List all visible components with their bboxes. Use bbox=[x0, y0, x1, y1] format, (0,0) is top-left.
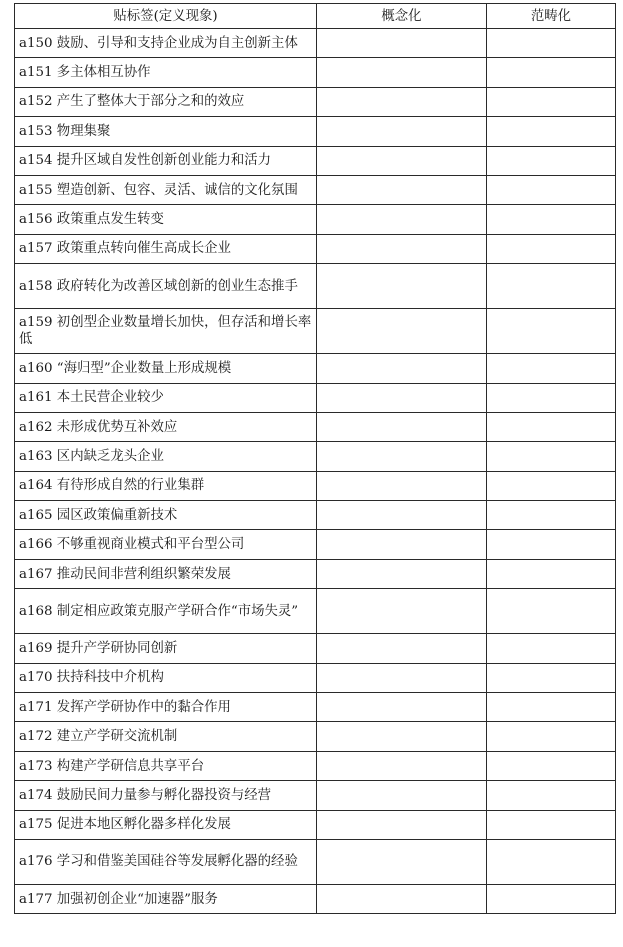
row-concept bbox=[317, 234, 487, 263]
table-row bbox=[15, 58, 616, 87]
row-concept bbox=[317, 530, 487, 559]
row-label: a162 未形成优势互补效应 bbox=[15, 412, 317, 441]
row-concept bbox=[317, 354, 487, 383]
row-concept bbox=[317, 501, 487, 530]
row-label: a161 本土民营企业较少 bbox=[15, 383, 317, 412]
row-concept bbox=[317, 87, 487, 116]
table-row bbox=[15, 884, 616, 913]
row-concept bbox=[317, 634, 487, 663]
row-category bbox=[487, 839, 616, 884]
row-category bbox=[487, 58, 616, 87]
row-category bbox=[487, 383, 616, 412]
row-label: a176 学习和借鉴美国硅谷等发展孵化器的经验 bbox=[15, 839, 317, 884]
table-row bbox=[15, 559, 616, 588]
row-concept bbox=[317, 589, 487, 634]
row-label: a175 促进本地区孵化器多样化发展 bbox=[15, 810, 317, 839]
table-row bbox=[15, 839, 616, 884]
row-label: a164 有待形成自然的行业集群 bbox=[15, 471, 317, 500]
table-row bbox=[15, 781, 616, 810]
row-concept bbox=[317, 175, 487, 204]
row-concept bbox=[317, 781, 487, 810]
row-label: a168 制定相应政策克服产学研合作“市场失灵” bbox=[15, 589, 317, 634]
row-category bbox=[487, 751, 616, 780]
row-category bbox=[487, 781, 616, 810]
row-concept bbox=[317, 722, 487, 751]
row-category bbox=[487, 663, 616, 692]
table-row bbox=[15, 29, 616, 58]
table-row bbox=[15, 175, 616, 204]
row-label: a171 发挥产学研协作中的黏合作用 bbox=[15, 693, 317, 722]
table-row bbox=[15, 530, 616, 559]
row-category bbox=[487, 175, 616, 204]
table-row bbox=[15, 87, 616, 116]
row-category bbox=[487, 412, 616, 441]
row-category bbox=[487, 309, 616, 354]
row-concept bbox=[317, 884, 487, 913]
table-row bbox=[15, 663, 616, 692]
row-category bbox=[487, 264, 616, 309]
table-row bbox=[15, 634, 616, 663]
row-category bbox=[487, 29, 616, 58]
table-row bbox=[15, 810, 616, 839]
row-category bbox=[487, 471, 616, 500]
row-category bbox=[487, 722, 616, 751]
table-row bbox=[15, 412, 616, 441]
table-row bbox=[15, 205, 616, 234]
table-row bbox=[15, 471, 616, 500]
row-label: a166 不够重视商业模式和平台型公司 bbox=[15, 530, 317, 559]
row-concept bbox=[317, 309, 487, 354]
table-row bbox=[15, 146, 616, 175]
row-label: a150 鼓励、引导和支持企业成为自主创新主体 bbox=[15, 29, 317, 58]
row-label: a153 物理集聚 bbox=[15, 117, 317, 146]
row-concept bbox=[317, 264, 487, 309]
table-row bbox=[15, 264, 616, 309]
row-concept bbox=[317, 810, 487, 839]
row-label: a177 加强初创企业“加速器”服务 bbox=[15, 884, 317, 913]
row-label: a172 建立产学研交流机制 bbox=[15, 722, 317, 751]
row-concept bbox=[317, 117, 487, 146]
row-concept bbox=[317, 693, 487, 722]
table-row bbox=[15, 589, 616, 634]
table-row bbox=[15, 117, 616, 146]
row-category bbox=[487, 205, 616, 234]
row-label: a151 多主体相互协作 bbox=[15, 58, 317, 87]
row-category bbox=[487, 693, 616, 722]
table-body bbox=[15, 29, 616, 914]
row-label: a157 政策重点转向催生高成长企业 bbox=[15, 234, 317, 263]
row-label: a155 塑造创新、包容、灵活、诚信的文化氛围 bbox=[15, 175, 317, 204]
row-category bbox=[487, 87, 616, 116]
header-row bbox=[15, 4, 616, 29]
row-label: a156 政策重点发生转变 bbox=[15, 205, 317, 234]
row-category bbox=[487, 146, 616, 175]
row-label: a169 提升产学研协同创新 bbox=[15, 634, 317, 663]
row-concept bbox=[317, 58, 487, 87]
table-row bbox=[15, 442, 616, 471]
table-row bbox=[15, 693, 616, 722]
row-category bbox=[487, 442, 616, 471]
row-concept bbox=[317, 751, 487, 780]
row-category bbox=[487, 559, 616, 588]
row-label: a152 产生了整体大于部分之和的效应 bbox=[15, 87, 317, 116]
row-concept bbox=[317, 663, 487, 692]
coding-table bbox=[14, 3, 616, 914]
row-label: a154 提升区域自发性创新创业能力和活力 bbox=[15, 146, 317, 175]
row-category bbox=[487, 354, 616, 383]
row-concept bbox=[317, 471, 487, 500]
row-category bbox=[487, 117, 616, 146]
row-concept bbox=[317, 29, 487, 58]
row-label: a174 鼓励民间力量参与孵化器投资与经营 bbox=[15, 781, 317, 810]
row-label: a160 “海归型”企业数量上形成规模 bbox=[15, 354, 317, 383]
row-concept bbox=[317, 383, 487, 412]
row-category bbox=[487, 530, 616, 559]
row-concept bbox=[317, 839, 487, 884]
row-concept bbox=[317, 146, 487, 175]
row-label: a165 园区政策偏重新技术 bbox=[15, 501, 317, 530]
row-category bbox=[487, 884, 616, 913]
row-concept bbox=[317, 205, 487, 234]
header-concept: 概念化 bbox=[317, 4, 487, 29]
row-label: a170 扶持科技中介机构 bbox=[15, 663, 317, 692]
table-row bbox=[15, 309, 616, 354]
row-label: a159 初创型企业数量增长加快，但存活和增长率低 bbox=[15, 309, 317, 354]
header-label: 贴标签(定义现象) bbox=[15, 4, 317, 29]
row-label: a163 区内缺乏龙头企业 bbox=[15, 442, 317, 471]
table-row bbox=[15, 722, 616, 751]
table-row bbox=[15, 234, 616, 263]
row-category bbox=[487, 234, 616, 263]
row-category bbox=[487, 810, 616, 839]
row-category bbox=[487, 634, 616, 663]
table-row bbox=[15, 383, 616, 412]
row-label: a173 构建产学研信息共享平台 bbox=[15, 751, 317, 780]
row-category bbox=[487, 589, 616, 634]
table-row bbox=[15, 501, 616, 530]
table-row bbox=[15, 751, 616, 780]
row-concept bbox=[317, 412, 487, 441]
row-label: a167 推动民间非营利组织繁荣发展 bbox=[15, 559, 317, 588]
row-category bbox=[487, 501, 616, 530]
row-label: a158 政府转化为改善区域创新的创业生态推手 bbox=[15, 264, 317, 309]
row-concept bbox=[317, 559, 487, 588]
row-concept bbox=[317, 442, 487, 471]
header-category: 范畴化 bbox=[487, 4, 616, 29]
table-row bbox=[15, 354, 616, 383]
